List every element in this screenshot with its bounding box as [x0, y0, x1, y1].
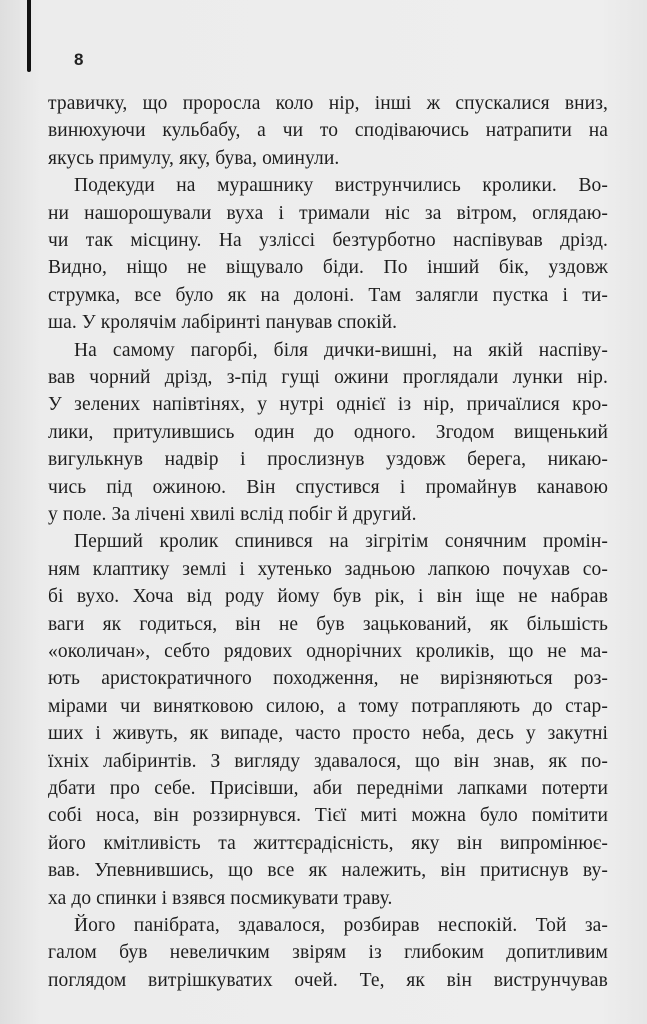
text-line: ни нашорошували вуха і тримали ніс за вітром, оглядаю- — [48, 202, 608, 224]
text-line: собі носа, він роззирнувся. Тієї миті можна було помітити — [48, 805, 608, 827]
binding-edge — [27, 0, 31, 72]
text-line: травичку, що проросла коло нір, інші ж спускалися вниз, — [48, 93, 608, 114]
text-line: На самому пагорбі, біля дички-вишні, на якій наспіву- — [74, 339, 608, 361]
text-line: якусь примулу, яку, бува, оминули. — [48, 147, 340, 169]
text-line: Перший кролик спинився на зігрітім сонячним промін- — [74, 531, 608, 553]
text-line: ших і живуть, як випаде, часто просто неба, десь у закутні — [48, 723, 608, 745]
text-line: винюхуючи кульбабу, а чи то сподіваючись натрапити на — [48, 120, 608, 142]
text-line: Подекуди на мурашнику виструнчились кролики. Во- — [74, 175, 608, 197]
text-line: його кмітливість та життєрадісність, яку він випромінює- — [48, 832, 608, 854]
text-line: вав чорний дрізд, з-під гущі ожини проглядали лунки нір. — [48, 367, 608, 388]
text-line: У зелених напівтінях, у нутрі однієї із нір, причаїлися кро- — [48, 394, 608, 416]
text-line: ваги як годиться, він не був зацькований, як більшість — [48, 613, 608, 635]
text-line: мірами чи винятковою силою, а тому потрапляють до стар- — [48, 695, 608, 717]
text-line: вав. Упевнившись, що все як належить, він притиснув ву- — [48, 860, 608, 882]
text-line: ням клаптику землі і хутенько задньою лапкою почухав со- — [48, 558, 608, 580]
text-line: ють аристократичного походження, не вирізняються роз- — [48, 668, 608, 690]
text-line: чись під ожиною. Він спустився і промайнув канавою — [48, 476, 608, 498]
text-line: Видно, ніщо не віщувало біди. По інший бік, уздовж — [48, 257, 608, 279]
text-line: дбати про себе. Присівши, аби передніми лапками потерти — [48, 778, 608, 799]
text-line: вигулькнув надвір і прослизнув уздовж берега, никаю- — [48, 449, 608, 471]
page-number: 8 — [74, 50, 84, 69]
text-line: ха до спинки і взявся посмикувати траву. — [48, 887, 393, 909]
text-line: їхніх лабіринтів. З вигляду здавалося, що він знав, як по- — [48, 750, 608, 772]
text-line: галом був невеличким звірям із глибоким допитливим — [48, 942, 608, 964]
text-line: лики, притулившись один до одного. Згодом вищенький — [48, 421, 608, 443]
text-line: Його панібрата, здавалося, розбирав неспокій. Той за- — [74, 915, 608, 936]
text-line: ша. У кролячім лабіринті панував спокій. — [48, 312, 398, 334]
text-line: «околичан», себто рядових однорічних кроликів, що не ма- — [48, 641, 608, 662]
text-line: поглядом витрішкуватих очей. Те, як він виструнчував — [48, 969, 608, 991]
text-line: бі вухо. Хоча від роду йому був рік, і він іще не набрав — [48, 586, 608, 608]
text-line: струмка, все було як на долоні. Там залягли пустка і ти- — [48, 284, 608, 306]
text-line: у поле. За лічені хвилі вслід побіг й другий. — [48, 504, 417, 525]
text-line: чи так місцину. На узліссі безтурботно наспівував дрізд. — [48, 230, 608, 251]
